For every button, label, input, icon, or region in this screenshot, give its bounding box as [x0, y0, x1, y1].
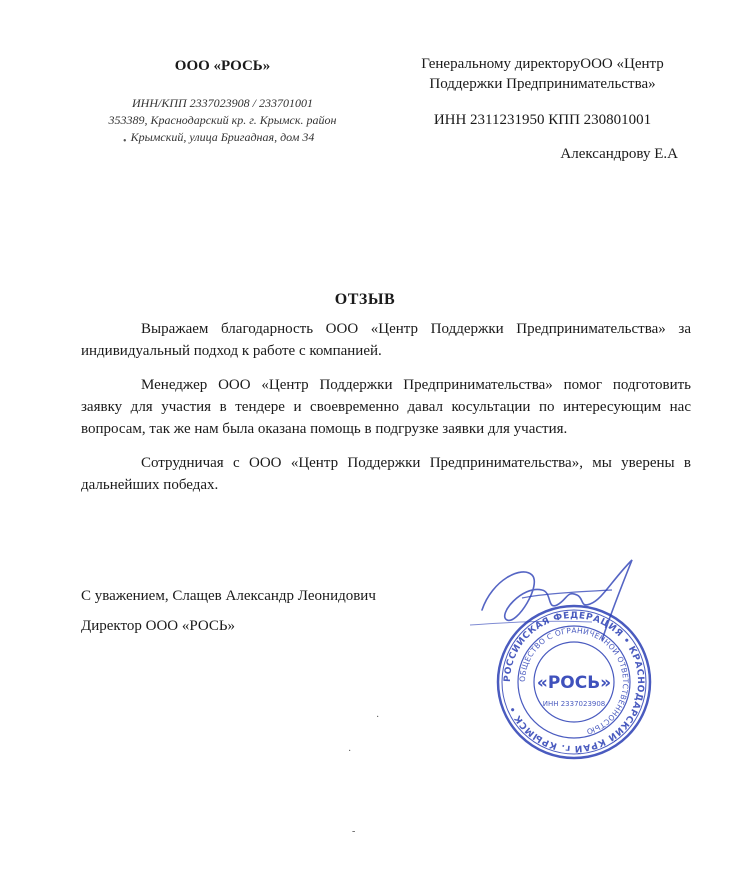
scan-dot: -	[352, 826, 356, 837]
scan-dot: •	[123, 136, 127, 147]
signature-regards: С уважением, Слащев Александр Леонидович	[81, 588, 376, 604]
document-title: ОТЗЫВ	[334, 291, 396, 308]
addressee-block	[395, 54, 690, 164]
seal-ring-text: РОССИЙСКАЯ ФЕДЕРАЦИЯ • КРАСНОДАРСКИЙ КРАЙ г. КРЫМСК •	[502, 610, 646, 754]
body-paragraph-2: Менеджер ООО «Центр Поддержки Предпринимательства» помог подготовить заявку для участия в тендере и своевременно давал косультации по интересующим нас вопросам, так же нам была оказана помощь в подгрузке заявки для участия.	[81, 377, 691, 437]
body-paragraph-3: Сотрудничая с ООО «Центр Поддержки Предпринимательства», мы уверены в дальнейших победах.	[81, 455, 691, 493]
scan-dot: ·	[348, 746, 352, 757]
addressee-inn-kpp: ИНН 2311231950 КПП 230801001	[433, 112, 652, 128]
signature-position: Директор ООО «РОСЬ»	[81, 618, 236, 634]
letter-body	[81, 318, 691, 508]
sender-block	[80, 58, 365, 146]
sender-name: ООО «РОСЬ»	[174, 58, 271, 74]
addressee-person: Александрову Е.А	[560, 146, 678, 162]
seal-center-text: «РОСЬ»	[536, 673, 612, 693]
signature-block	[81, 581, 376, 641]
addressee-line1: Генеральному директоруООО «Центр	[421, 56, 664, 72]
sender-address-line1: 353389, Краснодарский кр. г. Крымск. район	[108, 113, 337, 127]
handwritten-signature	[462, 550, 652, 650]
sender-address-line2: Крымский, улица Бригадная, дом 34	[130, 130, 315, 144]
seal-inner-text: ОБЩЕСТВО С ОГРАНИЧЕННОЙ ОТВЕТСТВЕННОСТЬЮ	[517, 625, 631, 737]
sender-inn-kpp: ИНН/КПП 2337023908 / 233701001	[132, 96, 313, 110]
scan-dot: ·	[376, 712, 380, 723]
body-paragraph-1: Выражаем благодарность ООО «Центр Поддержки Предпринимательства» за индивидуальный подход к работе с компанией.	[81, 321, 691, 359]
addressee-line2: Поддержки Предпринимательства»	[429, 76, 656, 92]
seal-inn: ИНН 2337023908	[542, 700, 606, 708]
